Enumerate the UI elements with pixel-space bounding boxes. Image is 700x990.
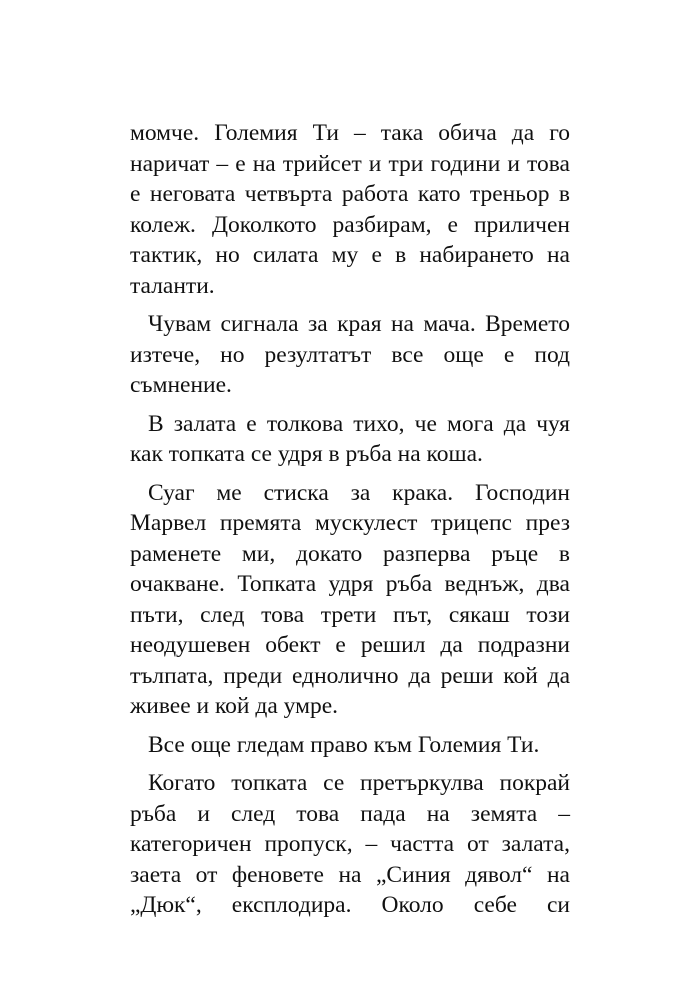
paragraph-3: В залата е толкова тихо, че мога да чуя как топката се удря в ръба на коша.: [130, 410, 570, 467]
paragraph-6: Когато топката се претъркулва покрай ръба и след това пада на земята – категоричен пропуск, – частта от залата, заета от феновете на „Синия дявол“ на „Дюк“, експлодира. Около себе си: [130, 770, 570, 918]
paragraph-1: момче. Големия Ти – така обича да го наричат – е на трийсет и три години и това е неговата четвърта работа като треньор в колеж. Доколкото разбирам, е приличен тактик, но силата му е в набирането на таланти.: [130, 120, 570, 299]
paragraph-2: Чувам сигнала за края на мача. Времето изтече, но резултатът все още е под съмнение.: [130, 311, 570, 398]
paragraph-5: Все още гледам право към Големия Ти.: [148, 731, 540, 758]
paragraph-4: Суаг ме стиска за крака. Господин Марвел премята мускулест трицепс през раменете ми, докато разперва ръце в очакване. Топката удря ръба веднъж, два пъти, след това трети път, сякаш този неодушевен обект е решил да подразни тълпата, преди еднолично да реши кой да живее и кой да умре.: [130, 479, 570, 719]
page-text: [130, 118, 570, 921]
